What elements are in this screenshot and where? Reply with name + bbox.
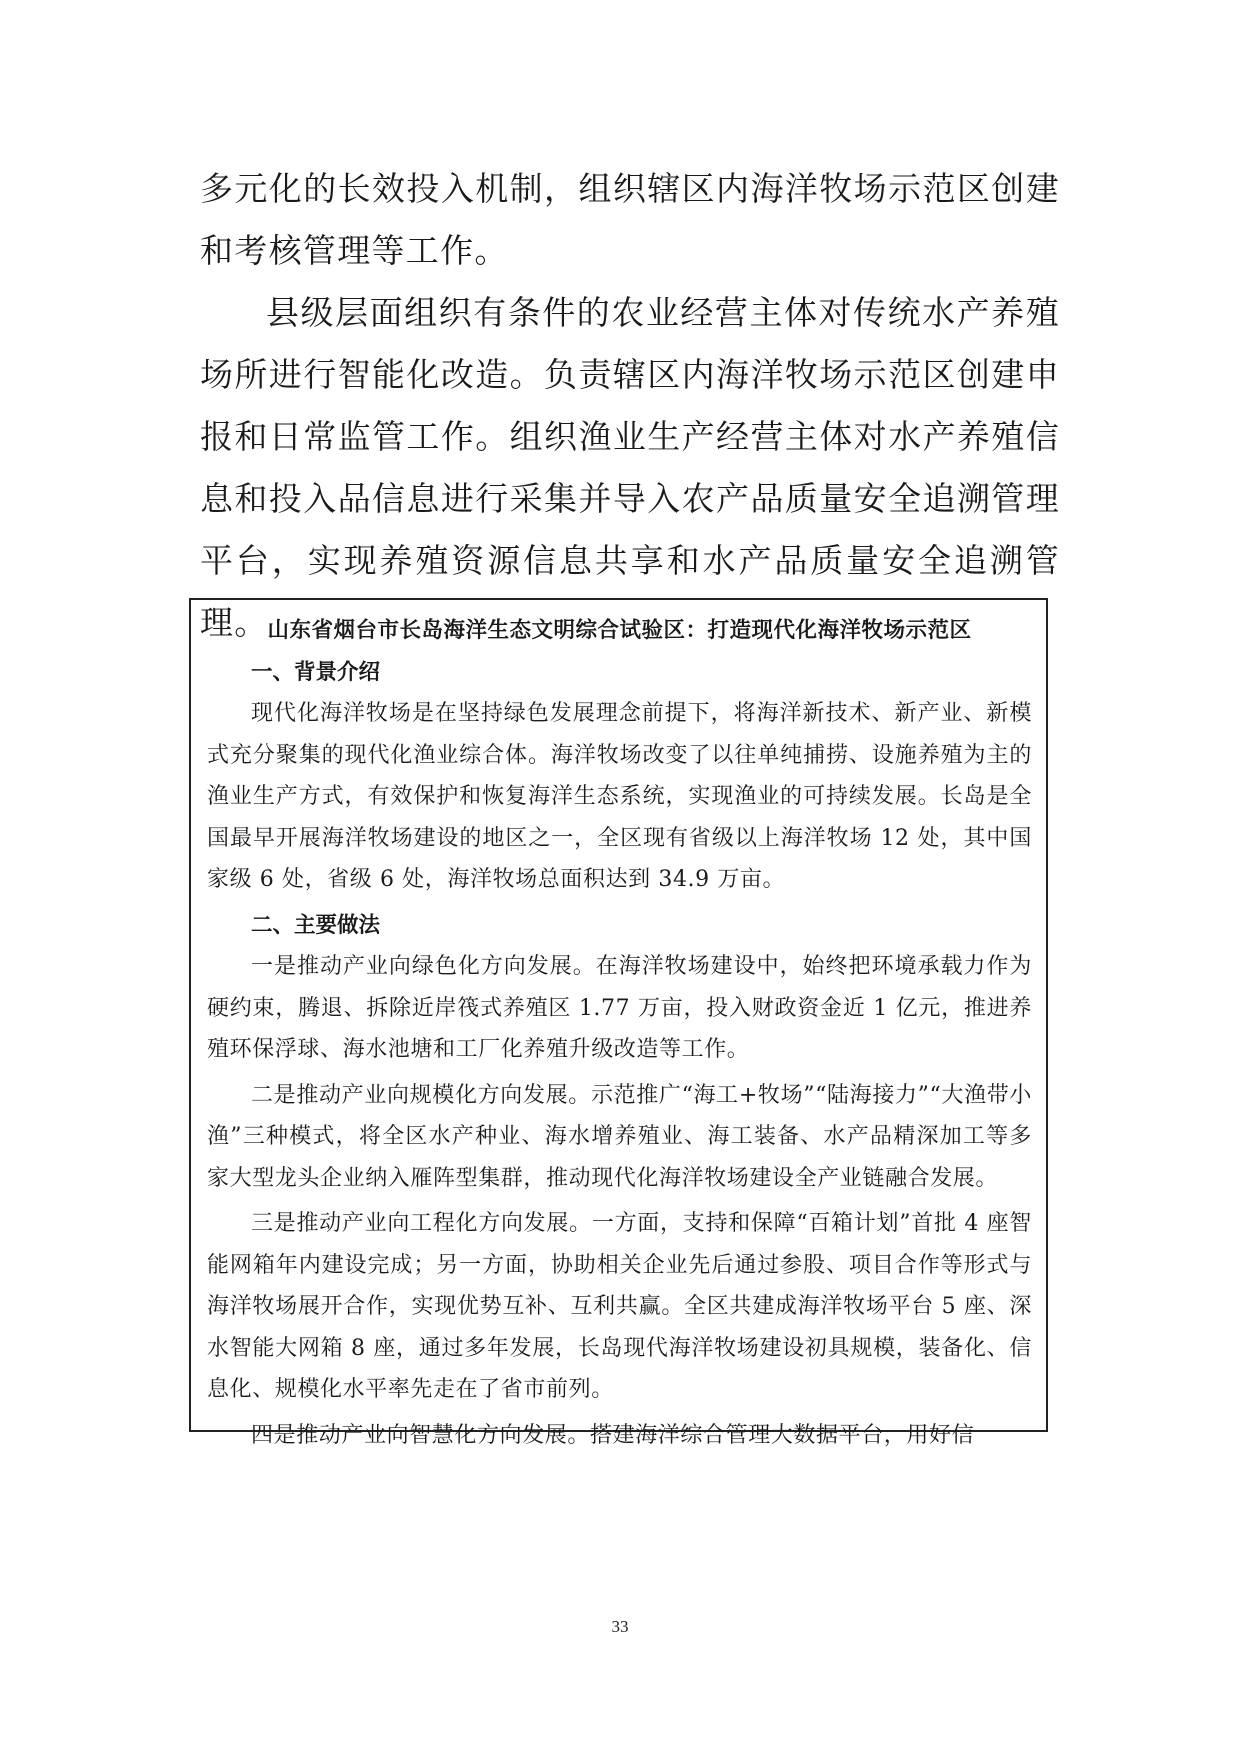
case-paragraph: 四是推动产业向智慧化方向发展。搭建海洋综合管理大数据平台，用好信 — [251, 1422, 975, 1448]
case-study-title: 山东省烟台市长岛海洋生态文明综合试验区：打造现代化海洋牧场示范区 — [267, 618, 972, 643]
case-paragraph: 一是推动产业向绿色化方向发展。在海洋牧场建设中，始终把环境承载力作为硬约束，腾退、拆除近岸筏式养殖区 1.77 万亩，投入财政资金近 1 亿元，推进养殖环保浮球、海水池塘和工厂化养殖升级改造等工作。 — [207, 954, 1032, 1062]
case-study-box — [189, 598, 1048, 1448]
page-number: 33 — [611, 1617, 629, 1636]
body-paragraph: 县级层面组织有条件的农业经营主体对传统水产养殖场所进行智能化改造。负责辖区内海洋牧场示范区创建申报和日常监管工作。组织渔业生产经营主体对水产养殖信息和投入品信息进行采集并导入农产品质量安全追溯管理平台，实现养殖资源信息共享和水产品质量安全追溯管理。 — [200, 293, 1060, 642]
body-paragraph: 多元化的长效投入机制，组织辖区内海洋牧场示范区创建和考核管理等工作。 — [200, 169, 1060, 270]
case-paragraph: 现代化海洋牧场是在坚持绿色发展理念前提下，将海洋新技术、新产业、新模式充分聚集的现代化渔业综合体。海洋牧场改变了以往单纯捕捞、设施养殖为主的渔业生产方式，有效保护和恢复海洋生态系统，实现渔业的可持续发展。长岛是全国最早开展海洋牧场建设的地区之一，全区现有省级以上海洋牧场 12 处，其中国家级 6 处，省级 6 处，海洋牧场总面积达到 34.9 万亩。 — [207, 701, 1032, 892]
section-heading-background: 一、背景介绍 — [251, 659, 381, 685]
case-paragraph: 三是推动产业向工程化方向发展。一方面，支持和保障“百箱计划”首批 4 座智能网箱年内建设完成；另一方面，协助相关企业先后通过参股、项目合作等形式与海洋牧场展开合作，实现优势互补、互利共赢。全区共建成海洋牧场平台 5 座、深水智能大网箱 8 座，通过多年发展，长岛现代海洋牧场建设初具规模，装备化、信息化、规模化水平率先走在了省市前列。 — [207, 1211, 1032, 1402]
body-text — [200, 158, 1060, 654]
case-paragraph: 二是推动产业向规模化方向发展。示范推广“海工+牧场”“陆海接力”“大渔带小渔”三种模式，将全区水产种业、海水增养殖业、海工装备、水产品精深加工等多家大型龙头企业纳入雁阵型集群，推动现代化海洋牧场建设全产业链融合发展。 — [207, 1082, 1032, 1191]
section-heading-practices: 二、主要做法 — [251, 912, 381, 938]
